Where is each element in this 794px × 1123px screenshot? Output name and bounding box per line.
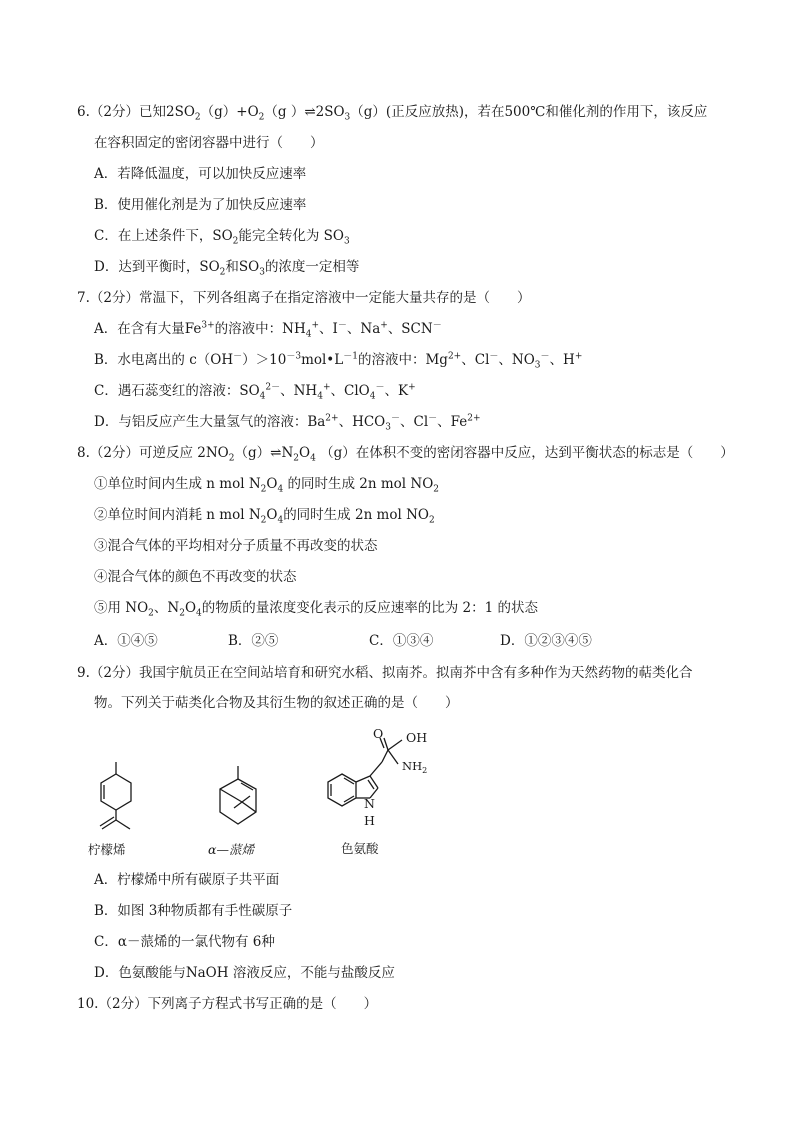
q6-option-d: D．达到平衡时，$SO_2$和$SO_3$的浓度一定相等: [94, 259, 360, 278]
q6-stem-line2: 在容积固定的密闭容器中进行（ ）: [94, 135, 324, 151]
q9-option-b: B．如图 3种物质都有手性碳原子: [94, 903, 293, 919]
hydroxyl-group: OH: [406, 730, 428, 745]
q9-option-a: A．柠檬烯中所有碳原子共平面: [94, 872, 280, 888]
q6-option-a: A．若降低温度，可以加快反应速率: [94, 166, 307, 182]
q8-statement-1: ①单位时间内生成 n mol $N_2O_4$ 的同时生成 2n mol $NO_2$: [94, 476, 439, 495]
alpha-pinene-structure: [208, 762, 270, 840]
q8-option-a: A．①④⑤: [94, 633, 158, 649]
q6-option-c: C．在上述条件下，$SO_2$能完全转化为 $SO_3$: [94, 228, 350, 247]
indole-hydrogen: H: [364, 813, 375, 828]
q9-stem-line2: 物。下列关于萜类化合物及其衍生物的叙述正确的是（ ）: [94, 695, 459, 711]
q7-option-d: D．与铝反应产生大量氢气的溶液：$Ba^{2+}$、$HCO_3^-$、Cl－、$Fe^{2+}$: [94, 413, 481, 433]
q7-option-c: C．遇石蕊变红的溶液：$SO_4^{2-}$、$NH_4^+$、ClO$_4$－、K+: [94, 382, 416, 402]
q10-stem: 10.（2分）下列离子方程式书写正确的是（ ）: [77, 996, 378, 1012]
tryptophan-label: 色氨酸: [341, 841, 379, 856]
q9-option-d: D．色氨酸能与NaOH 溶液反应，不能与盐酸反应: [94, 965, 395, 981]
q8-option-b: B．②⑤: [228, 633, 279, 649]
q8-statement-4: ④混合气体的颜色不再改变的状态: [94, 569, 297, 585]
indole-nitrogen: N: [364, 796, 375, 811]
q9-stem: 9.（2分）我国宇航员正在空间站培育和研究水稻、拟南芥。拟南芥中含有多种作为天然药物的萜类化合: [77, 665, 693, 681]
amino-group: $NH_2$: [402, 759, 428, 775]
q8-statement-2: ②单位时间内消耗 n mol $N_2O_4$的同时生成 2n mol $NO_2$: [94, 507, 435, 526]
q9-option-c: C．α－蒎烯的一氯代物有 6种: [94, 934, 275, 950]
limonene-label: 柠檬烯: [88, 842, 126, 857]
q7-option-b: B．水电离出的 $c(OH^-)>10^{-3}mol•L^{-1}$的溶液中：$Mg^{2+}$、Cl－、$NO_3^-$、H+: [94, 351, 583, 371]
q7-stem: 7.（2分）常温下，下列各组离子在指定溶液中一定能大量共存的是（ ）: [77, 290, 531, 306]
q8-option-d: D．①②③④⑤: [500, 633, 592, 649]
q8-stem: 8.（2分）可逆反应 $2NO_2(g)\rightleftharpoons N_2O_4$ （g）在体积不变的密闭容器中反应，达到平衡状态的标志是（ ）: [77, 445, 734, 464]
tryptophan-structure: [320, 726, 440, 834]
q7-option-a: A．在含有大量$Fe^{3+}$的溶液中：$NH_4^+$、I－、Na+、SCN－: [94, 320, 442, 340]
carbonyl-oxygen: O: [373, 726, 384, 741]
q8-statement-3: ③混合气体的平均相对分子质量不再改变的状态: [94, 538, 378, 554]
limonene-structure: [84, 758, 144, 840]
alpha-pinene-label: α—蒎烯: [208, 842, 254, 857]
q6-option-b: B．使用催化剂是为了加快反应速率: [94, 197, 307, 213]
q6-stem: 6.（2分）已知$2SO_2(g)+O_2(g$ ）$\rightleftharpoons 2SO_3(g)$(正反应放热)，若在500℃和催化剂的作用下，该反应: [77, 104, 708, 123]
q8-statement-5: ⑤用 $NO_2$、$N_2O_4$的物质的量浓度变化表示的反应速率的比为 2：1 的状态: [94, 600, 539, 619]
q8-option-c: C．①③④: [369, 633, 434, 649]
